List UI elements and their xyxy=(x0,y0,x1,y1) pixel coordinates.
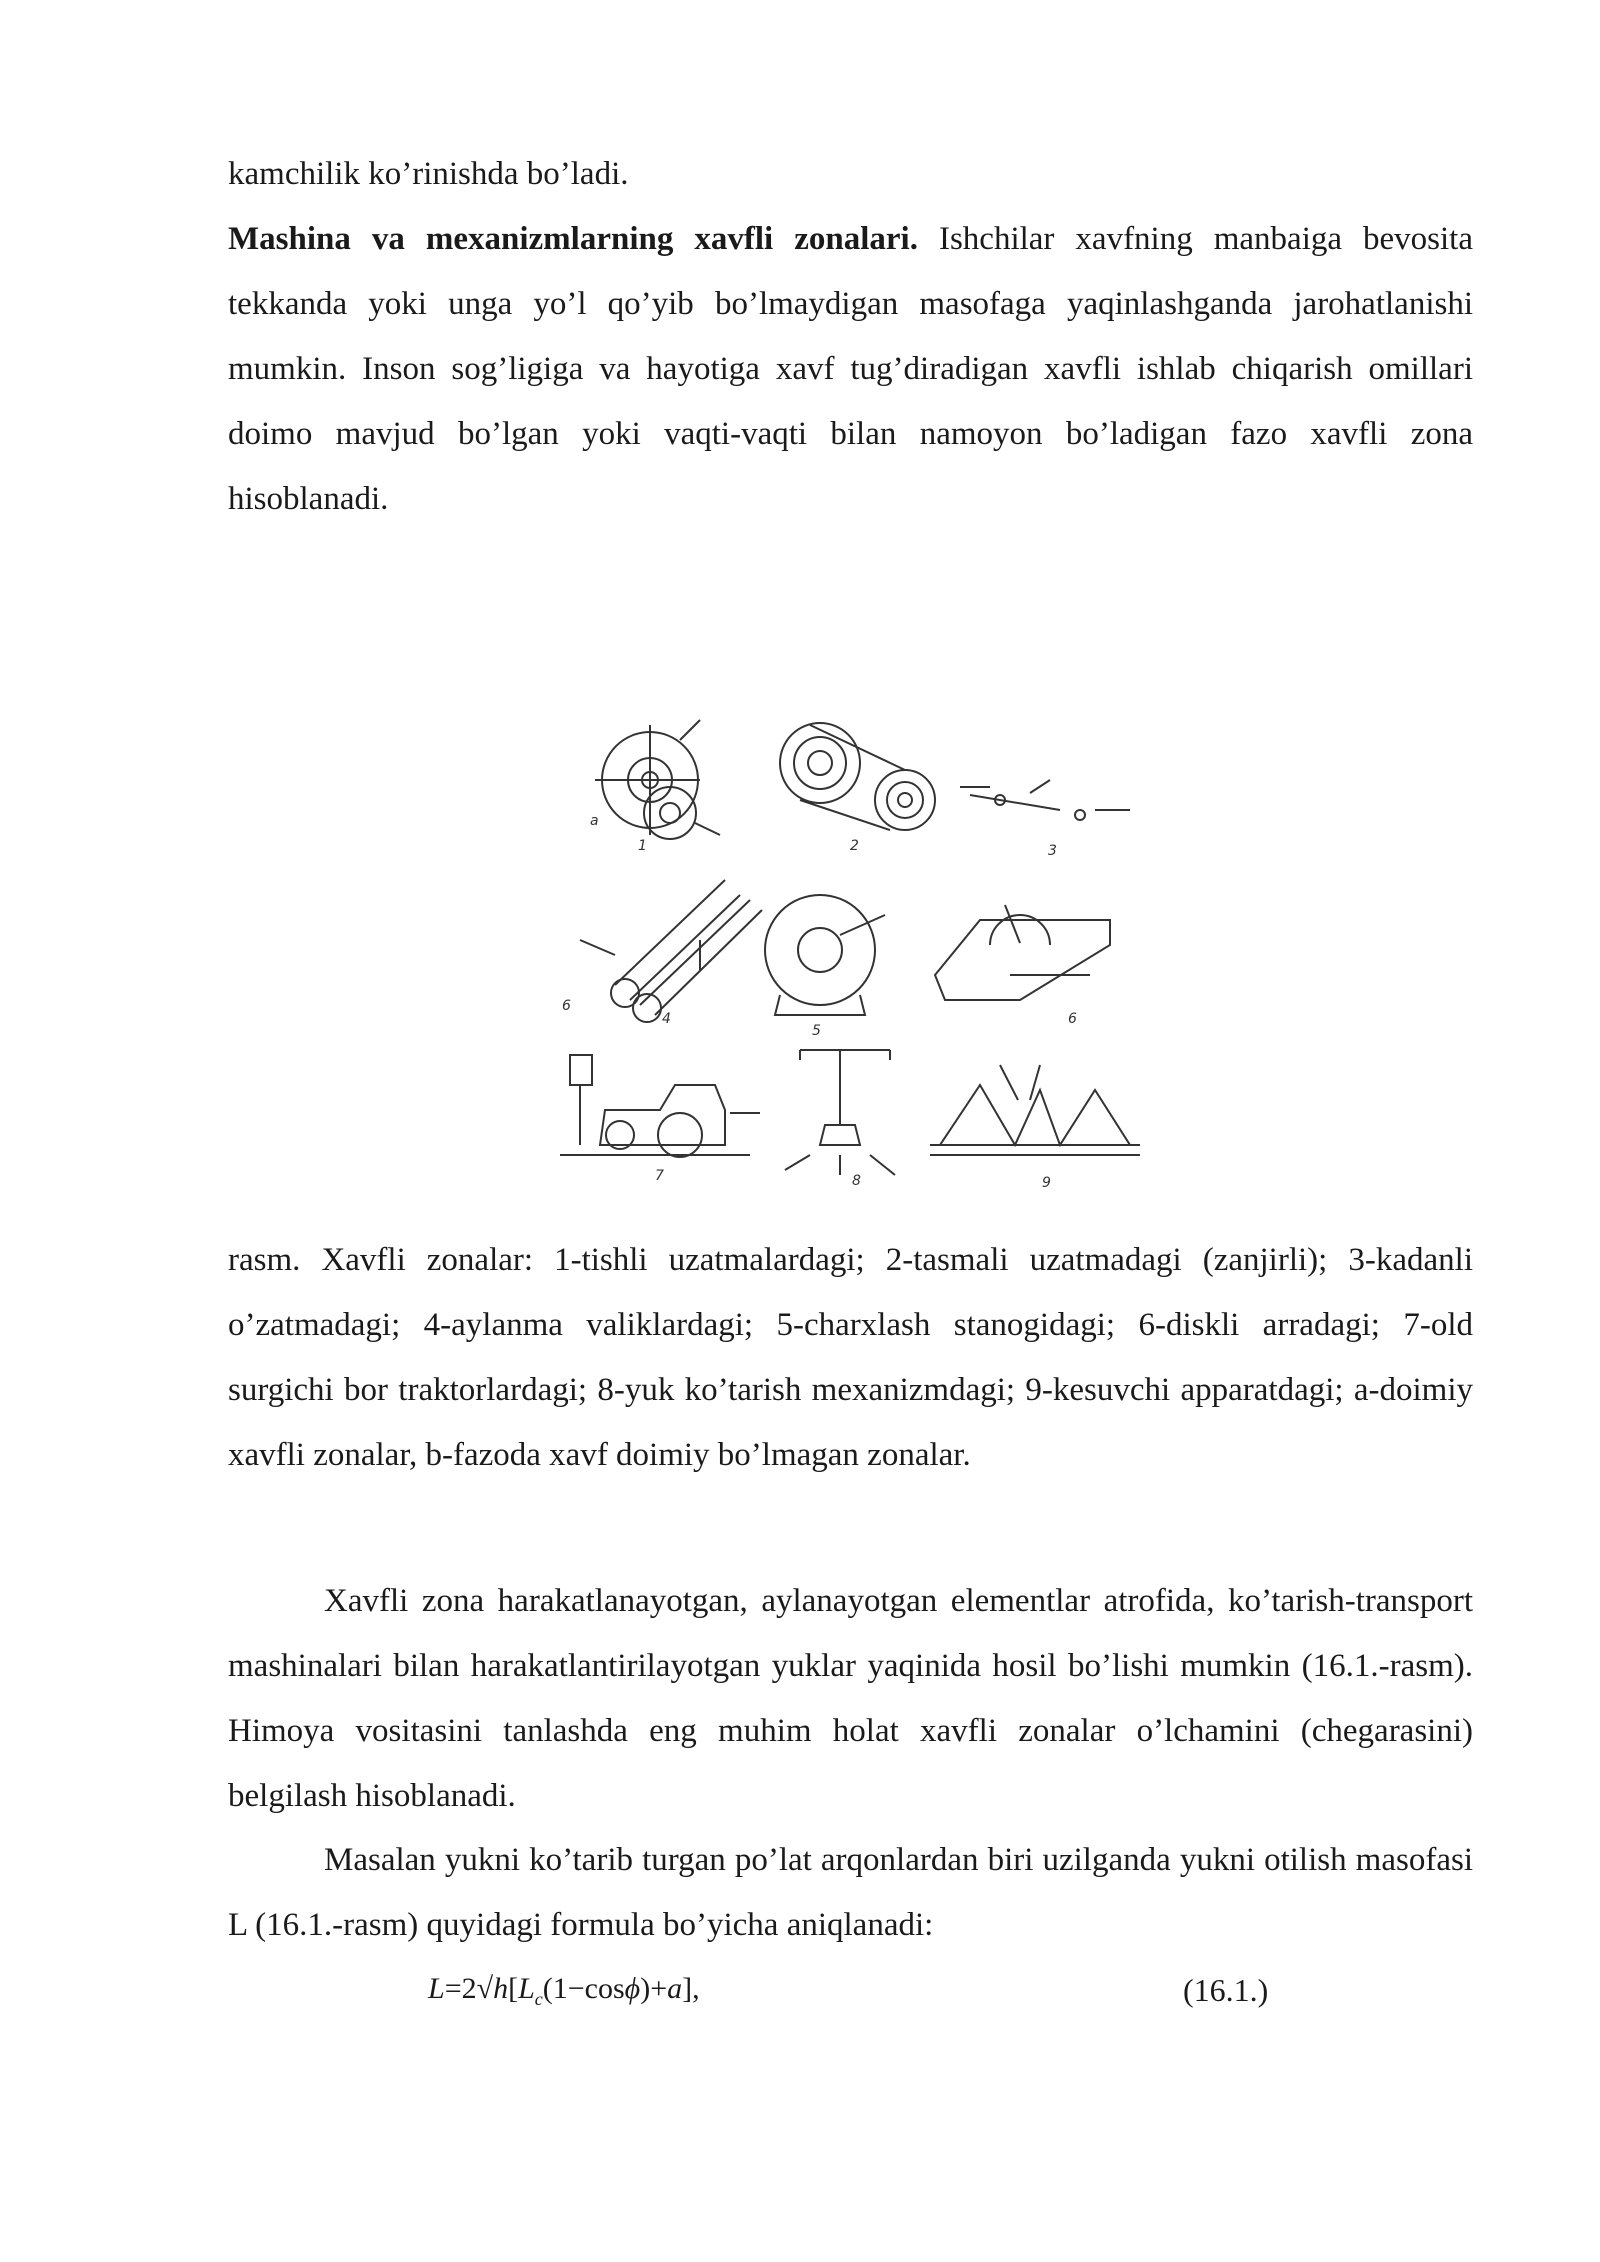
gear-transmission-drawing xyxy=(595,720,720,839)
figure-label: 8 xyxy=(852,1173,861,1189)
crank-drawing xyxy=(960,780,1130,820)
figure-label: 9 xyxy=(1042,1175,1051,1191)
figure-label: 1 xyxy=(638,838,647,854)
tractor-drawing xyxy=(560,1055,760,1157)
paragraph-hazard-zones-text: Ishchilar xavfning manbaiga bevosita tekkanda yoki unga yo’l qo’yib bo’lmaydigan masofaga yaqinlashganda jarohatlanishi mumkin. Inson sog’ligiga va hayotiga xavf tug’diradigan xavfli ishlab chiqarish omillari doimo mavjud bo’lgan yoki vaqti-vaqti bilan namoyon bo’ladigan fazo xavfli zona hisoblanadi. xyxy=(228,221,1473,517)
paragraph-formula-intro: Masalan yukni ko’tarib turgan po’lat arqonlardan biri uzilganda yukni otilish masofasi L (16.1.-rasm) quyidagi formula bo’yicha aniqlanadi: xyxy=(228,1842,1473,1943)
figure-caption: rasm. Xavfli zonalar: 1-tishli uzatmalardagi; 2-tasmali uzatmadagi (zanjirli); 3-kadanli o’zatmadagi; 4-aylanma valiklardagi; 5-charxlash stanogidagi; 6-diskli arradagi; 7-old surgichi bor traktorlardagi; 8-yuk ko’tarish mexanizmdagi; 9-kesuvchi apparatdagi; a-doimiy xavfli zonalar, b-fazoda xavf doimiy bo’lmagan zonalar. xyxy=(228,1242,1473,1473)
paragraph-hazard-zones xyxy=(228,207,1473,532)
lifting-mechanism-drawing xyxy=(785,1050,895,1175)
belt-drive-drawing xyxy=(780,723,935,830)
figure-label: 7 xyxy=(655,1168,664,1184)
paragraph-continuation: kamchilik ko’rinishda bo’ladi. xyxy=(228,156,629,192)
disk-saw-drawing xyxy=(935,905,1110,1000)
formula: $L=2√h[L_c(1-\cos\phi)+a]$, xyxy=(428,1972,700,2009)
figure-label: 2 xyxy=(850,838,859,854)
paragraph-zone-description: Xavfli zona harakatlanayotgan, aylanayotgan elementlar atrofida, ko’tarish-transport mashinalari bilan harakatlantirilayotgan yuklar yaqinida hosil bo’lishi mumkin (16.1.-rasm). Himoya vositasini tanlashda eng muhim holat xavfli zonalar o’lchamini (chegarasini) belgilash hisoblanadi. xyxy=(228,1583,1473,1814)
figure-label: a xyxy=(590,813,599,829)
figure-label: 5 xyxy=(812,1023,821,1039)
equation-number: (16.1.) xyxy=(1183,1972,1269,2008)
figure-label: 3 xyxy=(1048,843,1057,859)
cutting-apparatus-drawing xyxy=(930,1065,1140,1155)
grinding-machine-drawing xyxy=(765,895,885,1015)
rollers-drawing xyxy=(580,880,762,1022)
figure-label: 6 xyxy=(1068,1011,1077,1027)
hazard-zones-figure xyxy=(550,705,1270,1210)
figure-label: 6 xyxy=(562,998,571,1014)
figure-labels xyxy=(562,813,1077,1191)
section-heading: Mashina va mexanizmlarning xavfli zonalari. xyxy=(228,221,918,257)
figure-label: 4 xyxy=(662,1011,671,1027)
